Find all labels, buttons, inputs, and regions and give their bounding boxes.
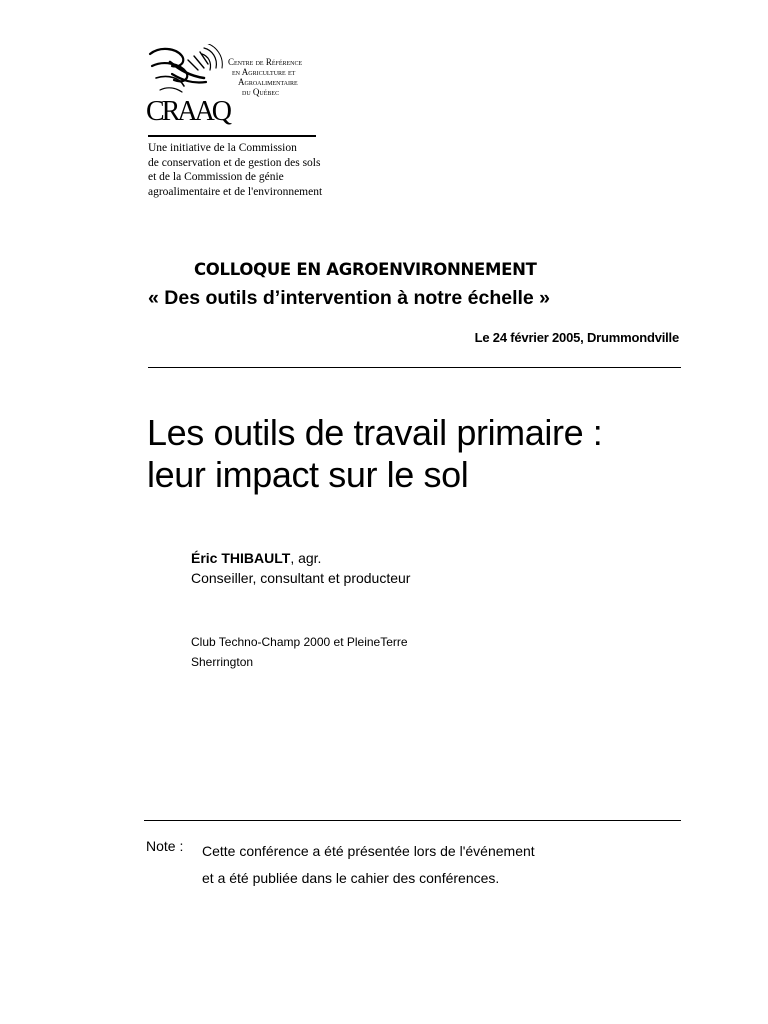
logo-divider — [148, 135, 316, 137]
organization-name — [228, 57, 302, 97]
event-subtitle: « Des outils d’intervention à notre échelle » — [148, 287, 551, 309]
title-line: leur impact sur le sol — [147, 454, 469, 495]
initiative-line: Une initiative de la Commission — [148, 142, 297, 154]
org-line: du Québec — [242, 87, 280, 97]
author-block — [191, 548, 410, 588]
author-role: Conseiller, consultant et producteur — [191, 570, 411, 586]
note-divider — [144, 820, 681, 821]
initiative-statement — [148, 141, 322, 199]
note-line: Cette conférence a été présentée lors de l'événement — [202, 843, 535, 859]
title-line: Les outils de travail primaire : — [147, 412, 603, 453]
craaq-emblem-icon — [150, 44, 222, 92]
note-text — [202, 838, 535, 892]
note-label: Note : — [146, 838, 184, 854]
affiliation-block — [191, 632, 408, 672]
org-line: Centre de Référence — [228, 57, 303, 67]
author-name: Éric THIBAULT — [191, 550, 291, 566]
affiliation-location: Sherrington — [191, 655, 254, 669]
craaq-acronym: CRAAQ — [146, 96, 230, 126]
header-divider — [148, 367, 681, 368]
author-line — [191, 548, 410, 568]
affiliation-organization: Club Techno-Champ 2000 et PleineTerre — [191, 635, 408, 649]
event-name: COLLOQUE EN AGROENVIRONNEMENT — [194, 260, 537, 279]
org-line: Agroalimentaire — [238, 77, 298, 87]
event-date-location: Le 24 février 2005, Drummondville — [474, 330, 679, 345]
note-line: et a été publiée dans le cahier des conférences. — [202, 870, 500, 886]
initiative-line: agroalimentaire et de l'environnement — [148, 185, 323, 198]
initiative-line: et de la Commission de génie — [148, 171, 284, 183]
org-line: en Agriculture et — [232, 67, 296, 77]
document-title — [147, 412, 602, 496]
author-suffix: , agr. — [290, 550, 322, 566]
initiative-line: de conservation et de gestion des sols — [148, 156, 321, 169]
